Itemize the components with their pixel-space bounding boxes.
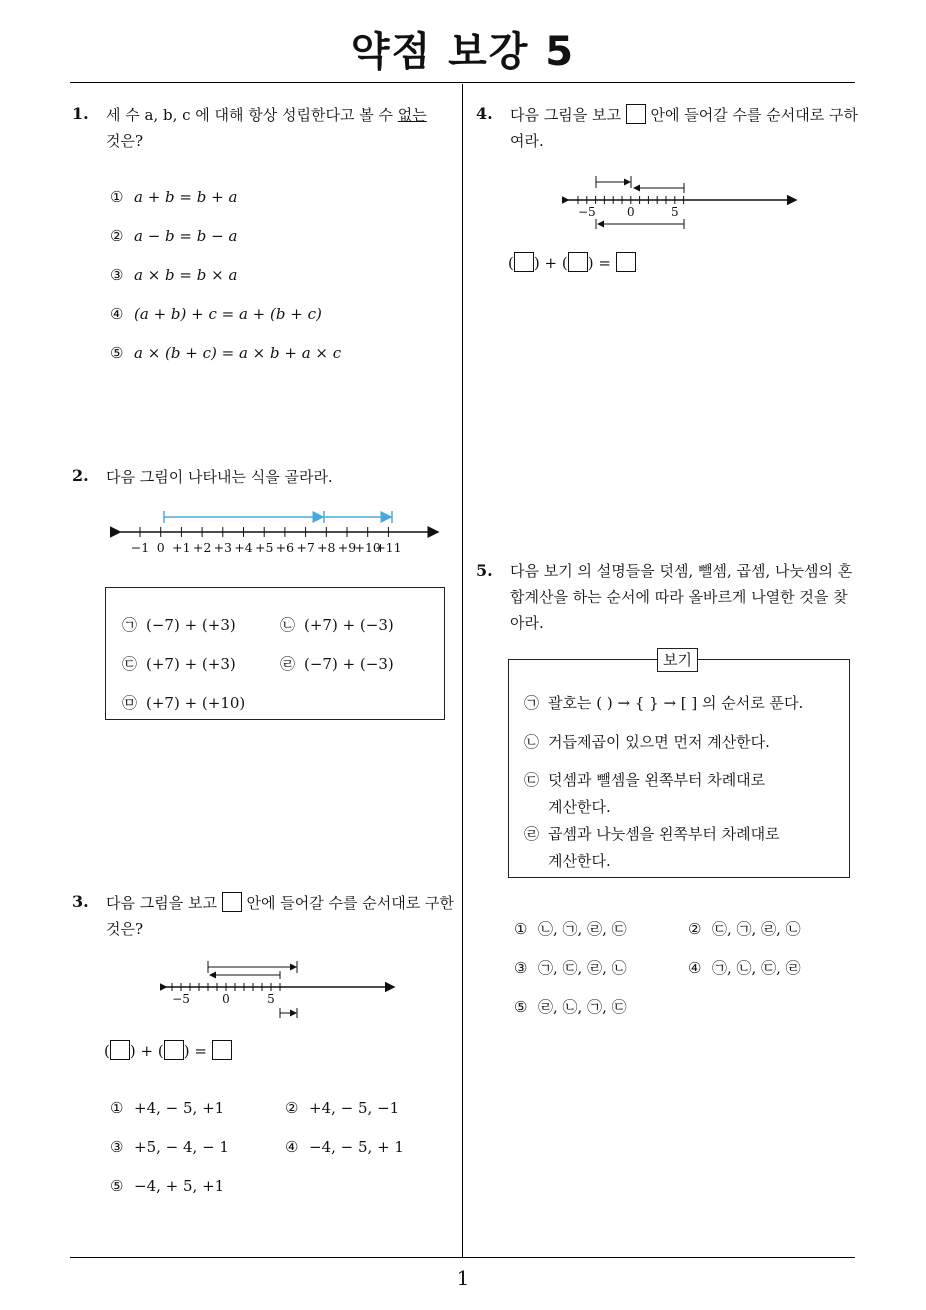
option-3[interactable] [514, 957, 627, 978]
question-text [510, 102, 862, 154]
question-text-part: 세 수 a, b, c 에 대해 항상 성립한다고 볼 수 [106, 106, 398, 124]
tick-label: 5 [267, 992, 275, 1006]
answer-blank [568, 252, 588, 272]
question-text-part: 것은? [106, 920, 144, 938]
choice-c[interactable] [122, 653, 236, 674]
question-number: 1. [72, 104, 89, 123]
option-5[interactable] [514, 996, 627, 1017]
option-1[interactable] [110, 188, 237, 206]
question-text [510, 558, 862, 636]
paren: ) [183, 1042, 190, 1060]
question-line: 아라. [510, 614, 544, 632]
page-number: 1 [456, 1266, 470, 1290]
question-text-part: 다음 그림을 보고 [510, 106, 621, 124]
option-mark: ② [110, 227, 124, 245]
bogi-item-d-cont: 계산한다. [548, 852, 611, 870]
question-text-part: 안에 들어갈 수를 순서대로 구하 [650, 106, 858, 124]
number-line-figure [160, 955, 400, 1027]
option-mark: ⑤ [514, 998, 528, 1016]
choice-e[interactable] [122, 692, 245, 713]
page-title: 약점 보강 5 [350, 29, 576, 75]
question-text [106, 102, 456, 154]
tick-label: 0 [222, 992, 230, 1006]
question-text-part: 것은? [106, 132, 144, 150]
question-number: 2. [72, 466, 89, 485]
bogi-text: 거듭제곱이 있으면 먼저 계산한다. [548, 733, 770, 751]
option-5[interactable] [110, 1177, 224, 1195]
question-number: 5. [476, 561, 493, 580]
answer-blank [626, 104, 646, 124]
paren: ( [508, 254, 514, 272]
plus-sign: + [135, 1042, 158, 1060]
answer-blank [222, 892, 242, 912]
tick-label: +5 [254, 540, 274, 555]
choice-mark: ㉡ [280, 616, 296, 634]
tick-label: 5 [670, 205, 679, 219]
option-mark: ⑤ [110, 344, 124, 362]
answer-blank [164, 1040, 184, 1060]
option-text: ㉠, ㉡, ㉢, ㉣ [712, 959, 801, 977]
option-text: (a + b) + c = a + (b + c) [134, 305, 322, 323]
option-1[interactable] [514, 918, 627, 939]
answer-blank [514, 252, 534, 272]
expression [508, 252, 636, 272]
option-2[interactable] [688, 918, 801, 939]
bogi-text: 덧셈과 뺄셈을 왼쪽부터 차례대로 [548, 771, 766, 789]
choice-b[interactable] [280, 614, 394, 635]
bogi-text: 곱셈과 나눗셈을 왼쪽부터 차례대로 [548, 825, 780, 843]
bogi-text: 괄호는 ( ) → { } → [ ] 의 순서로 푼다. [548, 694, 804, 712]
option-4[interactable] [688, 957, 801, 978]
option-5[interactable] [110, 344, 341, 362]
number-line-figure [562, 168, 802, 232]
option-text: a − b = b − a [134, 227, 238, 245]
bogi-mark: ㉠ [524, 694, 540, 712]
tick-label: +8 [317, 540, 336, 555]
option-mark: ① [110, 188, 124, 206]
option-text: ㉠, ㉢, ㉣, ㉡ [538, 959, 627, 977]
option-4[interactable] [285, 1138, 404, 1156]
paren: ) [129, 1042, 136, 1060]
paren: ) [587, 254, 594, 272]
answer-blank [110, 1040, 130, 1060]
tick-label: +7 [296, 540, 315, 555]
option-text: +4, − 5, +1 [134, 1099, 225, 1117]
option-text: +4, − 5, −1 [309, 1099, 400, 1117]
option-text: −4, − 5, + 1 [309, 1138, 404, 1156]
bogi-label: 보기 [657, 648, 698, 672]
choice-mark: ㉢ [122, 655, 138, 673]
tick-label: −5 [577, 205, 596, 219]
option-3[interactable] [110, 266, 237, 284]
question-text-part: 안에 들어갈 수를 순서대로 구한 [246, 894, 454, 912]
bogi-item-b [524, 731, 770, 752]
bogi-mark: ㉡ [524, 733, 540, 751]
option-2[interactable] [285, 1099, 399, 1117]
tick-label: +10 [354, 540, 381, 555]
choice-mark: ㉠ [122, 616, 138, 634]
paren: ) [533, 254, 540, 272]
tick-label: 0 [626, 205, 635, 219]
option-mark: ③ [110, 1138, 124, 1156]
question-text-underlined: 없는 [397, 106, 427, 124]
option-mark: ③ [110, 266, 124, 284]
option-mark: ② [285, 1099, 299, 1117]
plus-sign: + [539, 254, 562, 272]
question-number: 3. [72, 892, 89, 911]
choice-text: (−7) + (+3) [146, 616, 236, 634]
tick-label: 0 [156, 540, 165, 555]
option-mark: ④ [688, 959, 702, 977]
question-number: 4. [476, 104, 493, 123]
choice-text: (+7) + (−3) [304, 616, 394, 634]
equals-sign: = [593, 254, 616, 272]
option-text: a × b = b × a [134, 266, 238, 284]
option-text: −4, + 5, +1 [134, 1177, 225, 1195]
question-text-part: 여라. [510, 132, 544, 150]
option-2[interactable] [110, 227, 237, 245]
tick-group [131, 527, 402, 555]
bogi-mark: ㉢ [524, 771, 540, 789]
tick-label: +11 [375, 540, 402, 555]
choice-mark: ㉣ [280, 655, 296, 673]
choice-mark: ㉤ [122, 694, 138, 712]
tick-label: −1 [130, 540, 150, 555]
bogi-item-c [524, 769, 765, 790]
choice-a[interactable] [122, 614, 236, 635]
equals-sign: = [189, 1042, 212, 1060]
option-text: +5, − 4, − 1 [134, 1138, 229, 1156]
header-rule [70, 82, 855, 83]
option-text: ㉢, ㉠, ㉣, ㉡ [712, 920, 801, 938]
answer-blank [212, 1040, 232, 1060]
expression [104, 1040, 232, 1060]
option-mark: ⑤ [110, 1177, 124, 1195]
option-mark: ③ [514, 959, 528, 977]
option-mark: ④ [110, 305, 124, 323]
option-mark: ① [514, 920, 528, 938]
option-text: a × (b + c) = a × b + a × c [134, 344, 342, 362]
question-text [106, 890, 458, 942]
question-text-part: 다음 그림을 보고 [106, 894, 217, 912]
paren: ( [561, 254, 568, 272]
option-text: a + b = b + a [134, 188, 238, 206]
option-text: ㉣, ㉡, ㉠, ㉢ [538, 998, 627, 1016]
choice-text: (−7) + (−3) [304, 655, 394, 673]
bogi-item-d [524, 823, 780, 844]
option-mark: ② [688, 920, 702, 938]
choice-text: (+7) + (+10) [146, 694, 246, 712]
choice-text: (+7) + (+3) [146, 655, 236, 673]
number-line-figure [110, 500, 450, 562]
option-1[interactable] [110, 1099, 224, 1117]
footer-rule [70, 1257, 855, 1258]
option-text: ㉡, ㉠, ㉣, ㉢ [538, 920, 627, 938]
tick-label: +3 [213, 540, 233, 555]
paren: ( [104, 1042, 110, 1060]
option-mark: ④ [285, 1138, 299, 1156]
option-mark: ① [110, 1099, 124, 1117]
option-4[interactable] [110, 305, 322, 323]
bogi-item-a [524, 692, 803, 713]
tick-label: +4 [234, 540, 253, 555]
choice-d[interactable] [280, 653, 394, 674]
tick-label: +1 [172, 540, 191, 555]
option-3[interactable] [110, 1138, 229, 1156]
bogi-item-c-cont: 계산한다. [548, 798, 611, 816]
question-line: 합계산을 하는 순서에 따라 올바르게 나열한 것을 찾 [510, 588, 848, 606]
tick-label: −5 [172, 992, 190, 1006]
bogi-mark: ㉣ [524, 825, 540, 843]
tick-label: +2 [192, 540, 212, 555]
column-divider [462, 84, 463, 1257]
paren: ( [157, 1042, 164, 1060]
tick-label: +6 [275, 540, 295, 555]
answer-blank [616, 252, 636, 272]
tick-label: +9 [337, 540, 357, 555]
question-text: 다음 그림이 나타내는 식을 골라라. [106, 468, 333, 486]
question-line: 다음 보기 의 설명들을 덧셈, 뺄셈, 곱셈, 나눗셈의 혼 [510, 562, 853, 580]
